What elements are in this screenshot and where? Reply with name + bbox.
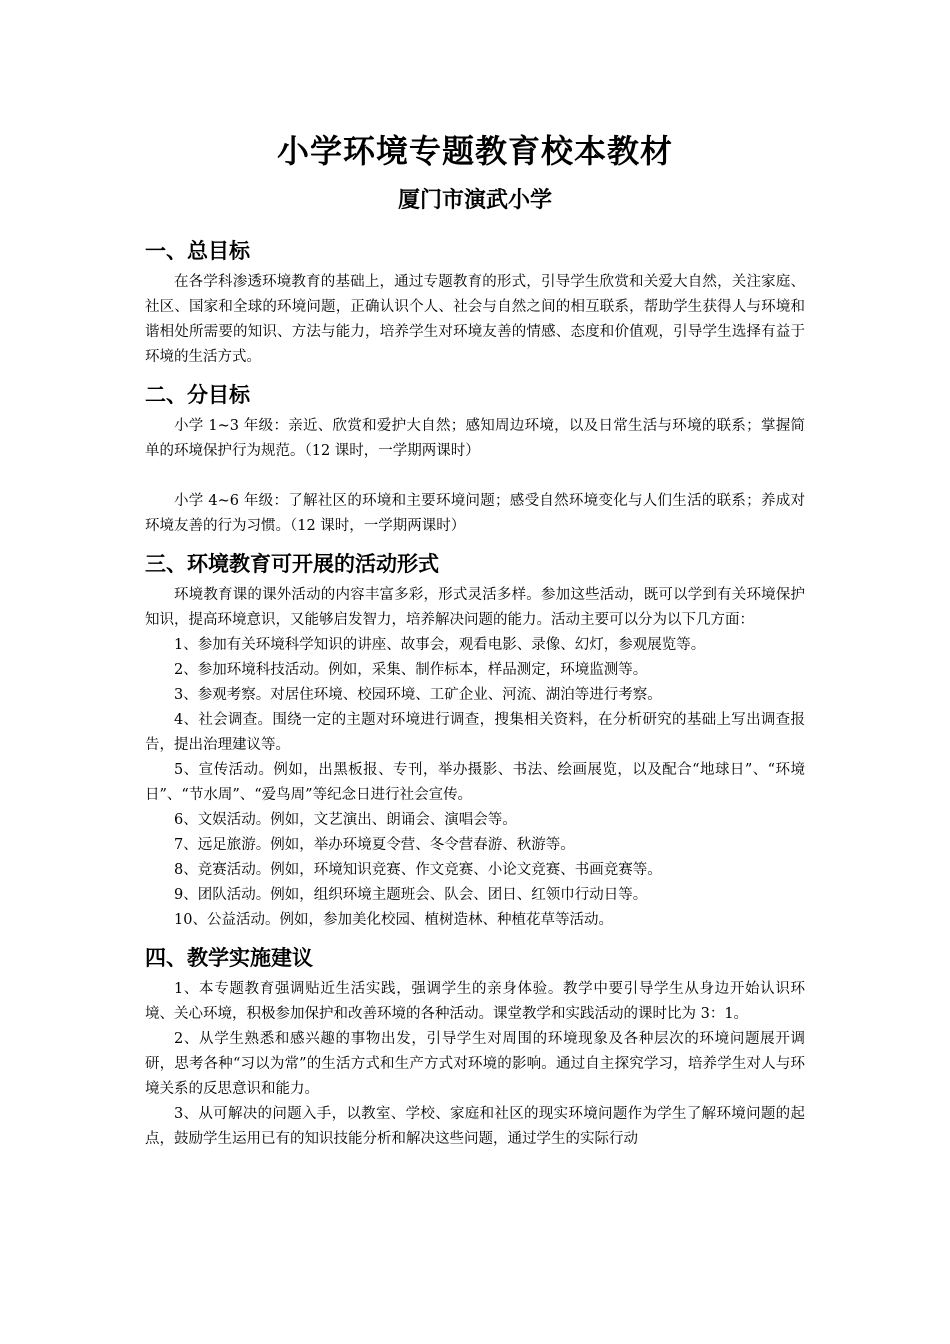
paragraph: 小学 1~3 年级：亲近、欣赏和爱护大自然；感知周边环境，以及日常生活与环境的联系；掌握简单的环境保护行为规范。（12 课时，一学期两课时） bbox=[145, 418, 805, 459]
list-item: 1、本专题教育强调贴近生活实践，强调学生的亲身体验。教学中要引导学生从身边开始认识环境、关心环境，积极参加保护和改善环境的各种活动。课堂教学和实践活动的课时比为 3：1。 bbox=[145, 981, 805, 1022]
list-item: 9、团队活动。例如，组织环境主题班会、队会、团日、红领巾行动日等。 bbox=[174, 887, 648, 903]
list-item: 1、参加有关环境科学知识的讲座、故事会，观看电影、录像、幻灯，参观展览等。 bbox=[174, 637, 706, 653]
list-item: 8、竞赛活动。例如，环境知识竞赛、作文竞赛、小论文竞赛、书画竞赛等。 bbox=[174, 862, 662, 878]
list-item: 10、公益活动。例如，参加美化校园、植树造林、种植花草等活动。 bbox=[174, 912, 613, 928]
list-item: 5、宣传活动。例如，出黑板报、专刊，举办摄影、书法、绘画展览，以及配合“地球日”、“环境日”、“节水周”、“爱鸟周”等纪念日进行社会宣传。 bbox=[145, 762, 805, 803]
section-heading-teaching-suggestions: 四、教学实施建议 bbox=[145, 946, 313, 970]
school-name: 厦门市演武小学 bbox=[397, 188, 552, 213]
list-item: 3、参观考察。对居住环境、校园环境、工矿企业、河流、湖泊等进行考察。 bbox=[174, 687, 662, 703]
document-title: 小学环境专题教育校本教材 bbox=[276, 132, 673, 170]
paragraph: 在各学科渗透环境教育的基础上，通过专题教育的形式，引导学生欣赏和关爱大自然，关注家庭、社区、国家和全球的环境问题，正确认识个人、社会与自然之间的相互联系，帮助学生获得人与环境和谐相处所需要的知识、方法与能力，培养学生对环境友善的情感、态度和价值观，引导学生选择有益于环境的生活方式。 bbox=[145, 274, 805, 365]
list-item: 4、社会调查。围绕一定的主题对环境进行调查，搜集相关资料，在分析研究的基础上写出调查报告，提出治理建议等。 bbox=[145, 712, 805, 753]
section-heading-sub-goals: 二、分目标 bbox=[145, 383, 250, 407]
list-item: 7、远足旅游。例如，举办环境夏令营、冬令营春游、秋游等。 bbox=[174, 837, 575, 853]
section-heading-activity-forms: 三、环境教育可开展的活动形式 bbox=[145, 552, 439, 576]
paragraph-spacer bbox=[145, 464, 805, 489]
document-page bbox=[145, 128, 805, 1152]
paragraph: 小学 4~6 年级：了解社区的环境和主要环境问题；感受自然环境变化与人们生活的联系；养成对环境友善的行为习惯。（12 课时，一学期两课时） bbox=[145, 493, 805, 534]
list-item: 3、从可解决的问题入手，以教室、学校、家庭和社区的现实环境问题作为学生了解环境问题的起点，鼓励学生运用已有的知识技能分析和解决这些问题，通过学生的实际行动 bbox=[145, 1106, 805, 1147]
list-item: 2、参加环境科技活动。例如，采集、制作标本，样品测定，环境监测等。 bbox=[174, 662, 648, 678]
list-item: 2、从学生熟悉和感兴趣的事物出发，引导学生对周围的环境现象及各种层次的环境问题展开调研，思考各种“习以为常”的生活方式和生产方式对环境的影响。通过自主探究学习，培养学生对人与环境关系的反思意识和能力。 bbox=[145, 1031, 805, 1097]
list-item: 6、文娱活动。例如，文艺演出、朗诵会、演唱会等。 bbox=[174, 812, 517, 828]
section-heading-overall-goal: 一、总目标 bbox=[145, 239, 250, 263]
paragraph: 环境教育课的课外活动的内容丰富多彩，形式灵活多样。参加这些活动，既可以学到有关环境保护知识，提高环境意识，又能够启发智力，培养解决问题的能力。活动主要可以分为以下几方面： bbox=[145, 587, 805, 628]
